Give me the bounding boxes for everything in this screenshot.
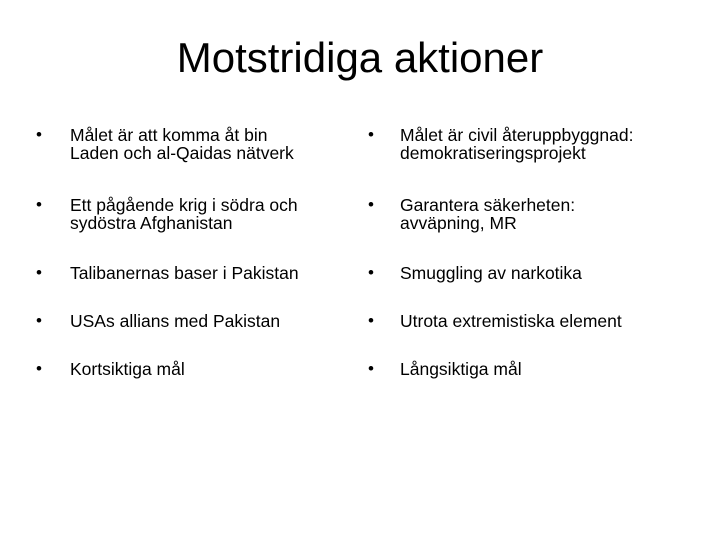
bullet-dot-icon: • — [36, 359, 42, 378]
bullet-text-line: Talibanernas baser i Pakistan — [70, 263, 299, 283]
bullet-text — [70, 126, 294, 162]
bullet-text-line: Garantera säkerheten: — [400, 195, 576, 215]
bullet-text — [70, 360, 185, 378]
bullet-dot-icon: • — [36, 125, 42, 144]
bullet-text-line: sydöstra Afghanistan — [70, 213, 233, 233]
bullet-text-line: demokratiseringsprojekt — [400, 143, 586, 163]
bullet-dot-icon: • — [36, 311, 42, 330]
bullet-text-line: Kortsiktiga mål — [70, 359, 185, 379]
bullet-text — [70, 196, 298, 232]
bullet-text-line: Smuggling av narkotika — [400, 263, 582, 283]
bullet-text-line: Laden och al-Qaidas nätverk — [70, 143, 294, 163]
bullet-dot-icon: • — [368, 125, 374, 144]
bullet-text — [70, 312, 280, 330]
bullet-text-line: Målet är civil återuppbyggnad: — [400, 125, 634, 145]
bullet-text-line: avväpning, MR — [400, 213, 517, 233]
bullet-text-line: Målet är att komma åt bin — [70, 125, 268, 145]
bullet-text-line: Långsiktiga mål — [400, 359, 522, 379]
slide-title: Motstridiga aktioner — [176, 34, 544, 81]
bullet-text — [400, 126, 633, 162]
bullet-dot-icon: • — [368, 359, 374, 378]
bullet-dot-icon: • — [368, 263, 374, 282]
bullet-text — [400, 264, 582, 282]
bullet-text — [400, 360, 522, 378]
bullet-dot-icon: • — [36, 195, 42, 214]
bullet-text — [400, 312, 622, 330]
bullet-text-line: Utrota extremistiska element — [400, 311, 622, 331]
bullet-dot-icon: • — [368, 311, 374, 330]
bullet-text — [70, 264, 299, 282]
bullet-text-line: Ett pågående krig i södra och — [70, 195, 298, 215]
bullet-dot-icon: • — [36, 263, 42, 282]
bullet-dot-icon: • — [368, 195, 374, 214]
bullet-text-line: USAs allians med Pakistan — [70, 311, 281, 331]
bullet-text — [400, 196, 575, 232]
